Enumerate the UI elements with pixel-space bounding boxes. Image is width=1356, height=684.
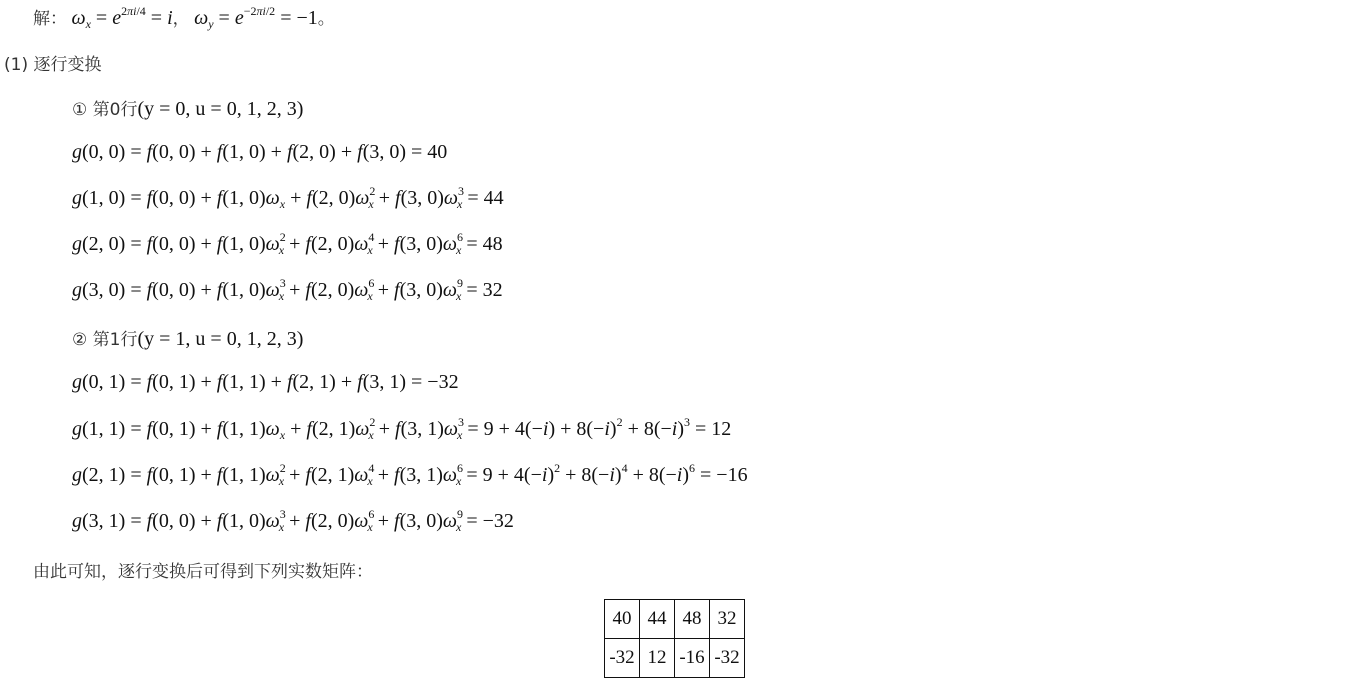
section-1-heading: (1) 逐行变换: [4, 55, 102, 75]
matrix-cell: 12: [640, 639, 675, 678]
g30-result: = 32: [466, 279, 503, 301]
omega-x-definition: $\omega_x = e^{2\pi i/4} = i$: [71, 4, 173, 31]
matrix-row: [605, 639, 745, 678]
matrix-row: [605, 600, 745, 639]
row0-args: (y = 0, u = 0, 1, 2, 3): [137, 98, 304, 120]
equation-g10: g(1, 0) = f(0, 0) + f(1, $0)\omega_x + f(2$, $0)\omega^2_x + f(3$, $0)\omega^3_x = 44$: [72, 184, 504, 211]
row1-args: (y = 1, u = 0, 1, 2, 3): [137, 328, 304, 350]
row1-label: ② 第1行: [72, 330, 138, 350]
equation-g21: g(2, 1) = f(0, 1) + f(1, $1)\omega^2_x + f(2$, $1)\omega^4_x + f(3$, $1)\omega^6_x = 9 + 4(-i)^2 + 8(-i)^4 + 8(-i)^6 = -16$: [72, 461, 748, 488]
g11-result: = 12: [695, 418, 732, 440]
equation-g00: g(0, 0) = f(0, 0) + f(1, 0) + f(2, 0) + f(3, 0) = 40: [72, 141, 448, 163]
equation-g31: g(3, 1) = f(0, 0) + f(1, $0)\omega^3_x + f(2$, $0)\omega^6_x + f(3$, $0)\omega^9_x = -32$: [72, 507, 514, 534]
equation-g01: g(0, 1) = f(0, 1) + f(1, 1) + f(2, 1) + f(3, 1) = −32: [72, 371, 459, 393]
matrix-cell: 32: [710, 600, 745, 639]
result-matrix: [604, 599, 745, 678]
intro-end-punct: 。: [317, 9, 335, 29]
matrix-cell: 40: [605, 600, 640, 639]
intro-line: [33, 4, 335, 30]
omega-y-definition: $\omega_y = e^{-2\pi i/2} = -1$: [194, 4, 318, 31]
matrix-cell: -32: [710, 639, 745, 678]
row0-heading: [72, 95, 303, 121]
g21-result: = −16: [700, 464, 748, 486]
g00-result: = 40: [411, 141, 448, 163]
g20-result: = 48: [466, 233, 503, 255]
equation-g20: g(2, 0) = f(0, 0) + f(1, $0)\omega^2_x + f(2$, $0)\omega^4_x + f(3$, $0)\omega^6_x = 48$: [72, 230, 503, 257]
matrix-cell: 44: [640, 600, 675, 639]
g01-result: = −32: [411, 371, 459, 393]
conclusion-text: 由此可知，逐行变换后可得到下列实数矩阵：: [33, 562, 373, 582]
g31-result: = −32: [466, 510, 514, 532]
intro-label: 解：: [33, 9, 67, 29]
equation-g30: g(3, 0) = f(0, 0) + f(1, $0)\omega^3_x + f(2$, $0)\omega^6_x + f(3$, $0)\omega^9_x = 32$: [72, 276, 503, 303]
g10-result: = 44: [467, 187, 504, 209]
matrix-cell: -16: [675, 639, 710, 678]
equation-g11: g(1, 1) = f(0, 1) + f(1, $1)\omega_x + f(2$, $1)\omega^2_x + f(3$, $1)\omega^3_x = 9 + 4(-i) + 8(-i)^2 + 8(-i)^3 = 12$: [72, 415, 732, 442]
matrix-cell: -32: [605, 639, 640, 678]
row1-heading: [72, 325, 303, 351]
row0-label: ① 第0行: [72, 100, 138, 120]
omega-separator: ，: [172, 9, 190, 29]
matrix-cell: 48: [675, 600, 710, 639]
